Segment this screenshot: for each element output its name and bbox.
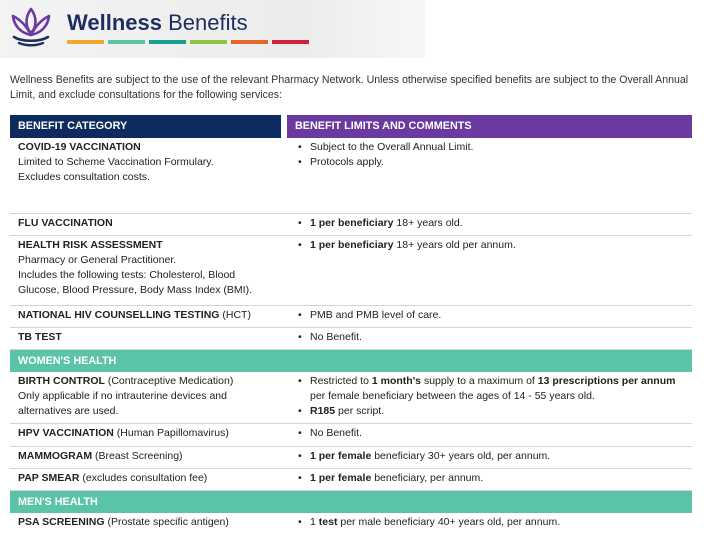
- page-title: Wellness Benefits: [67, 10, 248, 35]
- list-item: • Subject to the Overall Annual Limit.: [295, 140, 684, 155]
- benefit-category-cell: HEALTH RISK ASSESSMENT Pharmacy or General Practitioner. Includes the following tests: Cholesterol, Blood Glucose, Blood Pressure, Body Mass Index (BMI).: [18, 239, 253, 296]
- strip-red-orange: [231, 40, 268, 44]
- benefit-limits-cell: [287, 236, 692, 305]
- strip-teal: [108, 40, 145, 44]
- benefit-category-cell: MAMMOGRAM (Breast Screening): [18, 450, 183, 462]
- color-strip-bar: [67, 40, 309, 44]
- list-item: • 1 per female beneficiary 30+ years old, per annum.: [295, 449, 684, 464]
- intro-paragraph: Wellness Benefits are subject to the use of the relevant Pharmacy Network. Unless otherwise specified benefits are subject to the Overall Annual Limit, and exclude consultations for the following services:: [10, 74, 689, 101]
- list-item: • 1 test per male beneficiary 40+ years old, per annum.: [295, 515, 684, 530]
- table-header: [10, 115, 692, 138]
- section-header-womens-health: WOMEN'S HEALTH: [10, 350, 692, 372]
- list-item: • PMB and PMB level of care.: [295, 308, 684, 323]
- column-header-limits: BENEFIT LIMITS AND COMMENTS: [287, 115, 692, 138]
- table-row-tb-test: [10, 328, 692, 350]
- benefit-category-cell: COVID-19 VACCINATION Limited to Scheme Vaccination Formulary. Excludes consultation costs.: [18, 141, 214, 183]
- strip-lime: [190, 40, 227, 44]
- benefit-limits-cell: [287, 372, 692, 423]
- list-item: • 1 per beneficiary 18+ years old per annum.: [295, 238, 684, 253]
- table-row-covid: [10, 138, 692, 214]
- strip-green-teal: [149, 40, 186, 44]
- strip-red: [272, 40, 309, 44]
- benefits-table: [10, 115, 692, 537]
- benefit-limits-cell: [287, 214, 692, 235]
- lotus-logo-icon: [8, 6, 54, 48]
- benefit-category-cell: PAP SMEAR (excludes consultation fee): [18, 472, 208, 484]
- benefit-category-cell: FLU VACCINATION: [18, 217, 113, 229]
- table-row-hiv-testing: [10, 306, 692, 328]
- list-item: • 1 per beneficiary 18+ years old.: [295, 216, 684, 231]
- benefit-category-cell: PSA SCREENING (Prostate specific antigen): [18, 516, 229, 528]
- list-item: • R185 per script.: [295, 404, 684, 419]
- column-header-category: BENEFIT CATEGORY: [10, 115, 281, 138]
- table-row-mammogram: [10, 447, 692, 469]
- table-row-pap-smear: [10, 469, 692, 491]
- table-row-psa-screening: [10, 513, 692, 537]
- list-item: • Protocols apply.: [295, 155, 684, 170]
- benefit-limits-cell: [287, 424, 692, 446]
- list-item: • No Benefit.: [295, 426, 684, 441]
- benefit-limits-cell: [287, 469, 692, 490]
- benefit-category-cell: HPV VACCINATION (Human Papillomavirus): [18, 427, 229, 439]
- list-item: • 1 per female beneficiary, per annum.: [295, 471, 684, 486]
- benefit-limits-cell: [287, 138, 692, 213]
- benefit-limits-cell: [287, 328, 692, 349]
- benefit-category-cell: BIRTH CONTROL (Contraceptive Medication) Only applicable if no intrauterine devices and alternatives are used.: [18, 375, 234, 417]
- benefit-category-cell: TB TEST: [18, 331, 62, 343]
- table-row-flu: [10, 214, 692, 236]
- benefit-limits-cell: [287, 306, 692, 327]
- strip-orange: [67, 40, 104, 44]
- list-item: • No Benefit.: [295, 330, 684, 345]
- page-header: [0, 0, 425, 58]
- table-row-birth-control: [10, 372, 692, 424]
- benefit-limits-cell: [287, 513, 692, 537]
- section-header-mens-health: MEN'S HEALTH: [10, 491, 692, 513]
- table-row-health-risk-assessment: [10, 236, 692, 306]
- benefit-category-cell: NATIONAL HIV COUNSELLING TESTING (HCT): [18, 309, 251, 321]
- table-row-hpv-vaccination: [10, 424, 692, 447]
- list-item: • Restricted to 1 month's supply to a maximum of 13 prescriptions per annum per female beneficiary between the ages of 14 - 55 years old.: [295, 374, 684, 404]
- benefit-limits-cell: [287, 447, 692, 468]
